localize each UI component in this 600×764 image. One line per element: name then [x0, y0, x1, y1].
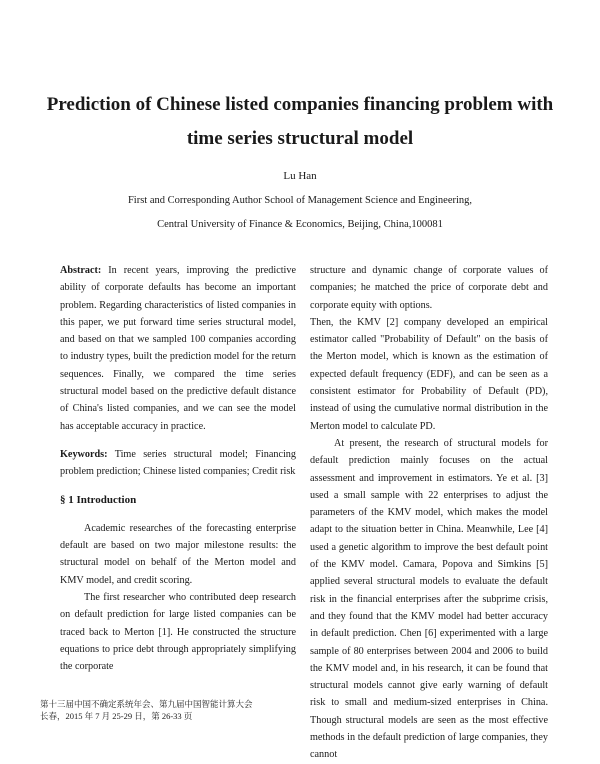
keywords-label: Keywords: — [60, 448, 108, 460]
intro-paragraph-1: Academic researches of the forecasting enterprise default are based on two major milestone results: the structural model on behalf of the Merton model and KMV model, and credit scoring. — [60, 522, 296, 586]
affiliation-line-2: Central University of Finance & Economics, Beijing, China,100081 — [157, 219, 443, 230]
section-heading: § 1 Introduction — [60, 493, 137, 506]
footnote-line-1: 第十三届中国不确定系统年会、第九届中国智能计算大会 — [40, 699, 253, 709]
footnote — [40, 698, 300, 722]
keywords-text: Time series structural model; Financing problem prediction; Chinese listed companies; Credit risk — [60, 448, 296, 478]
right-paragraph-1: structure and dynamic change of corporate values of companies; he matched the price of corporate debt and corporate equity with options. — [310, 265, 548, 311]
keywords — [60, 446, 296, 481]
right-paragraph-2: Then, the KMV [2] company developed an empirical estimator called "Probability of Default" on the basis of the Merton model, which is known as the estimation of expected default frequency (EDF), and can be seen as a consistent estimator for Probability of Default (PD), instead of using the cumulative normal distribution in the Merton model to calculate PD. — [310, 316, 548, 432]
right-paragraph-3: At present, the research of structural models for default prediction mainly focuses on the actual assessment and improvement in estimators. Ye et al. [3] used a small sample with 22 enterprises to adjust the parameters of the KMV model, which makes the model adapt to the situation better in China. Meanwhile, Lee [4] used a genetic algorithm to improve the best default point of the KMV model. Camara, Popova and Simkins [5] applied several structural models to evaluate the default risk in the financial enterprises after the subprime crisis, and they found that the KMV model had better accuracy in default prediction. Chen [6] experimented with a large sample of 80 enterprises between 2004 and 2006 to build the KMV model and, in his research, it can be found that structural models cannot give early warning of default risk to small and medium-sized enterprises in China. Though structural models are seen as the most effective methods in the default prediction of large companies, they cannot — [310, 437, 548, 761]
left-column — [60, 262, 296, 676]
abstract-label: Abstract: — [60, 265, 102, 276]
right-column — [310, 262, 548, 764]
intro-paragraph-2: The first researcher who contributed deep research on default prediction for large listed companies can be traced back to Merton [1]. He constructed the structure equations to price debt through appropriately simplifying the corporate — [60, 592, 296, 673]
footnote-line-2: 长春，2015 年 7 月 25-29 日，第 26-33 页 — [40, 711, 193, 721]
author-name: Lu Han — [283, 170, 317, 182]
affiliation-line-1: First and Corresponding Author School of Management Science and Engineering, — [127, 195, 473, 206]
abstract-text: In recent years, improving the predictive ability of corporate defaults has become an important problem. Regarding characteristics of listed companies in this paper, we put forward time series structural model, and based on that we sampled 100 companies according to industry types, built the prediction model for the return sequences. Finally, we compared the time series structural model based on the predictive default distance of China's listed companies, and we can see the model has acceptable accuracy in practice. — [60, 265, 296, 432]
title-line-1: Prediction of Chinese listed companies financing problem with — [46, 94, 554, 115]
paper-title — [40, 88, 560, 156]
abstract — [60, 262, 296, 435]
title-line-2: time series structural model — [186, 128, 414, 149]
